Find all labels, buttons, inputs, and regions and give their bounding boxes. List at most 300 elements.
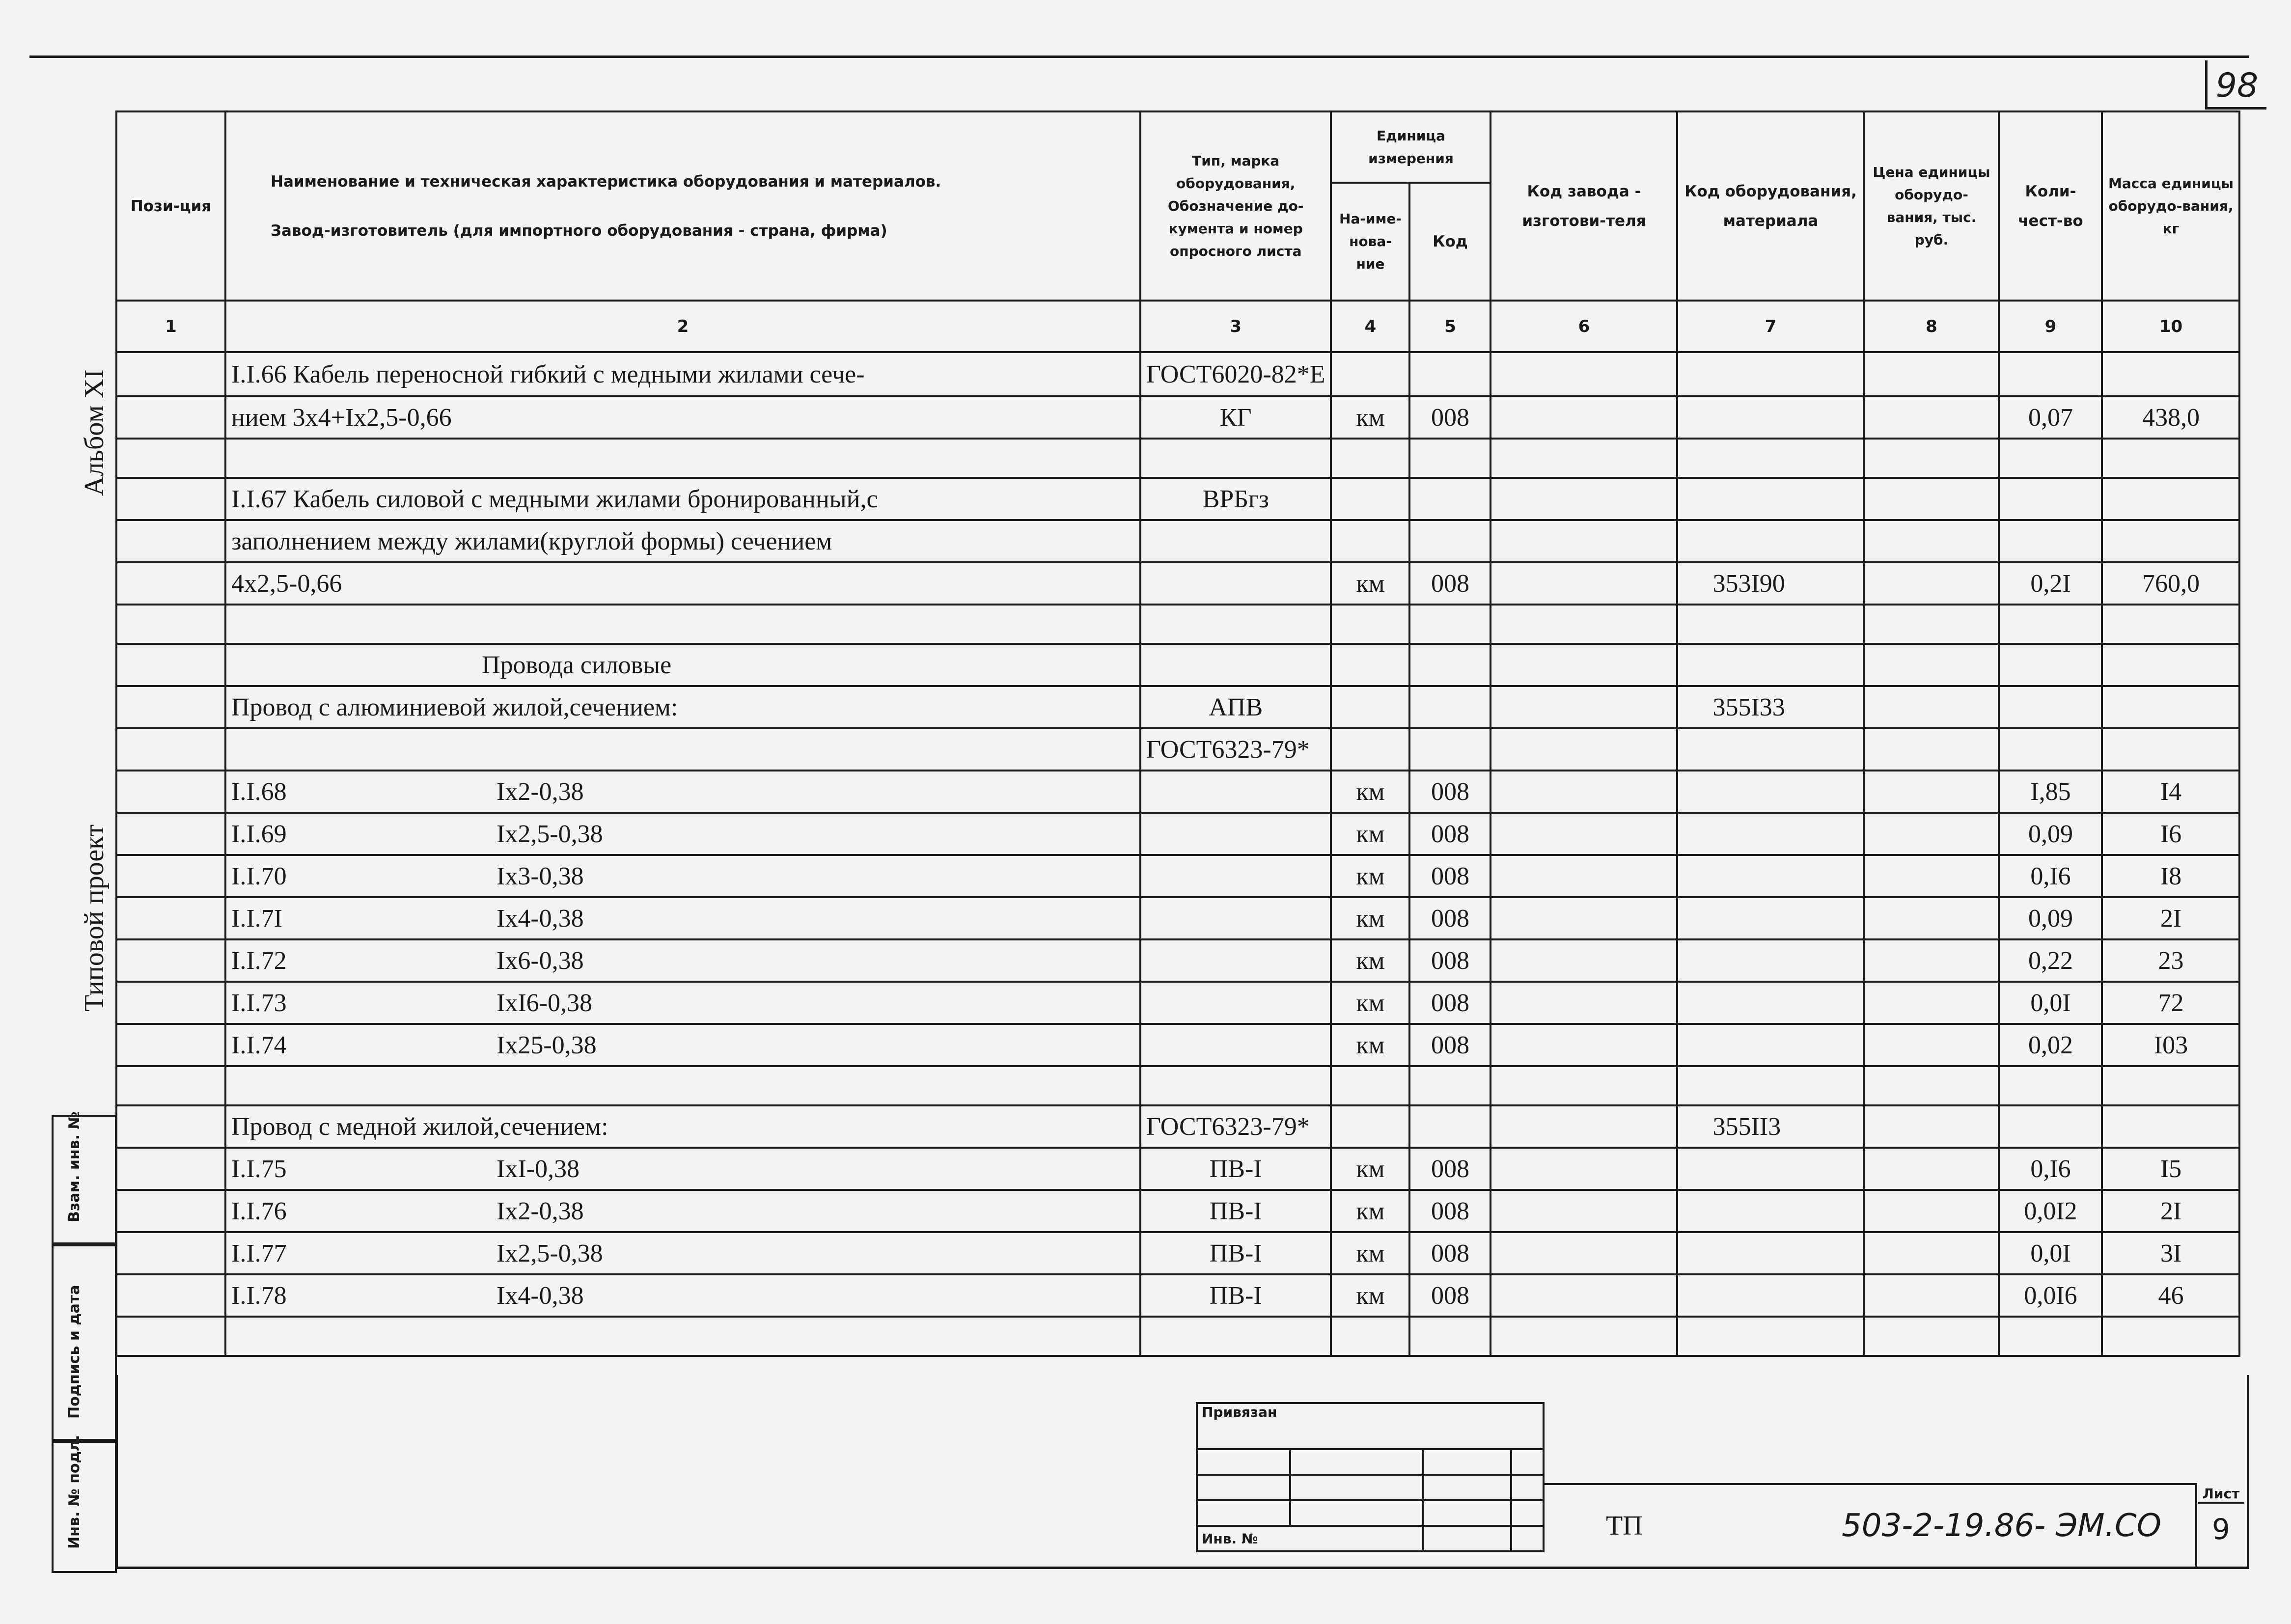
cell-unit: км: [1331, 562, 1409, 605]
cell-price: [1864, 352, 1999, 396]
cell-unit: [1331, 1066, 1409, 1105]
cell-type: ГОСТ6020-82*Е: [1140, 352, 1331, 396]
table-row: [116, 939, 2239, 982]
cell-mass: [2102, 1105, 2239, 1148]
cell-price: [1864, 771, 1999, 813]
row-cross-section: IхI-0,38: [497, 1155, 580, 1183]
cell-pos: [116, 1274, 225, 1317]
cell-pos: [116, 605, 225, 644]
cell-type: [1140, 855, 1331, 897]
table-row: [116, 1024, 2239, 1066]
cell-mass: I4: [2102, 771, 2239, 813]
cell-qty: 0,I6: [1999, 855, 2102, 897]
cell-factory: [1491, 439, 1677, 478]
header-factory-code: Код завода - изготови-теля: [1491, 111, 1677, 301]
table-row: [116, 1066, 2239, 1105]
cell-pos: [116, 771, 225, 813]
cell-pos: [116, 520, 225, 562]
col-number: 7: [1677, 301, 1864, 352]
equipment-spec-table: [115, 110, 2240, 1357]
cell-mat: [1677, 1274, 1864, 1317]
cell-mat: [1677, 478, 1864, 520]
cell-mat: [1677, 771, 1864, 813]
cell-code: 008: [1409, 396, 1491, 439]
cell-qty: [1999, 605, 2102, 644]
table-row: [116, 562, 2239, 605]
cell-code: 008: [1409, 939, 1491, 982]
cell-mass: 46: [2102, 1274, 2239, 1317]
cell-mass: [2102, 1317, 2239, 1356]
cell-type: [1140, 1317, 1331, 1356]
cell-unit: км: [1331, 897, 1409, 939]
cell-price: [1864, 855, 1999, 897]
cell-mass: 3I: [2102, 1232, 2239, 1274]
cell-factory: [1491, 897, 1677, 939]
cell-mass: 72: [2102, 982, 2239, 1024]
inv-no-label: Инв. №: [1197, 1526, 1423, 1551]
cell-type: [1140, 439, 1331, 478]
row-cross-section: Iх2,5-0,38: [497, 820, 603, 848]
cell-mat: [1677, 352, 1864, 396]
cell-price: [1864, 1232, 1999, 1274]
cell-name: 4х2,5-0,66: [225, 562, 1140, 605]
cell-mat: [1677, 1317, 1864, 1356]
cell-mass: [2102, 352, 2239, 396]
table-row: [116, 1148, 2239, 1190]
cell-pos: [116, 644, 225, 686]
cell-code: [1409, 520, 1491, 562]
cell-qty: 0,0I: [1999, 982, 2102, 1024]
cell-name: [225, 1148, 1140, 1190]
cell-price: [1864, 813, 1999, 855]
cell-type: ГОСТ6323-79*: [1140, 1105, 1331, 1148]
col-number: 9: [1999, 301, 2102, 352]
row-cross-section: Iх25-0,38: [497, 1031, 597, 1059]
table-row: [116, 897, 2239, 939]
header-quantity: Коли-чест-во: [1999, 111, 2102, 301]
cell-unit: км: [1331, 1274, 1409, 1317]
cell-type: [1140, 520, 1331, 562]
cell-factory: [1491, 520, 1677, 562]
header-name: [225, 111, 1140, 301]
cell-mat: [1677, 1190, 1864, 1232]
cell-mass: [2102, 439, 2239, 478]
table-row: [116, 520, 2239, 562]
cell-name: [225, 813, 1140, 855]
row-cross-section: Iх4-0,38: [497, 904, 584, 933]
cell-mass: [2102, 644, 2239, 686]
cell-unit: км: [1331, 1190, 1409, 1232]
cell-mat: 355I33: [1677, 686, 1864, 728]
privyazan-label: Привязан: [1197, 1403, 1544, 1449]
cell-type: [1140, 771, 1331, 813]
cell-mat: [1677, 813, 1864, 855]
col-number: 8: [1864, 301, 1999, 352]
cell-mat: [1677, 1232, 1864, 1274]
cell-mat: [1677, 605, 1864, 644]
col-number: 4: [1331, 301, 1409, 352]
cell-pos: [116, 939, 225, 982]
cell-code: [1409, 478, 1491, 520]
cell-unit: км: [1331, 982, 1409, 1024]
row-position-number: I.I.76: [231, 1197, 287, 1225]
cell-pos: [116, 478, 225, 520]
cell-pos: [116, 396, 225, 439]
document-code: 503-2-19.86- ЭМ.СО: [1842, 1508, 2162, 1544]
header-unit: Единица измерения: [1331, 111, 1491, 183]
cell-mass: [2102, 478, 2239, 520]
cell-mat: 353I90: [1677, 562, 1864, 605]
col-number: 5: [1409, 301, 1491, 352]
cell-price: [1864, 562, 1999, 605]
col-number: 6: [1491, 301, 1677, 352]
cell-unit: км: [1331, 939, 1409, 982]
header-material-code: Код оборудования, материала: [1677, 111, 1864, 301]
col-number: 10: [2102, 301, 2239, 352]
cell-unit: км: [1331, 771, 1409, 813]
cell-type: [1140, 1024, 1331, 1066]
side-label-album: Альбом XI: [79, 369, 110, 496]
cell-qty: [1999, 644, 2102, 686]
cell-unit: [1331, 605, 1409, 644]
cell-factory: [1491, 352, 1677, 396]
cell-pos: [116, 562, 225, 605]
cell-name: [225, 939, 1140, 982]
cell-price: [1864, 897, 1999, 939]
header-name-line2: Завод-изготовитель (для импортного оборудования - страна, фирма): [271, 221, 887, 240]
cell-mass: 438,0: [2102, 396, 2239, 439]
cell-price: [1864, 439, 1999, 478]
cell-code: [1409, 352, 1491, 396]
cell-factory: [1491, 728, 1677, 771]
col-number: 3: [1140, 301, 1331, 352]
cell-mat: [1677, 644, 1864, 686]
cell-name: нием 3х4+Iх2,5-0,66: [225, 396, 1140, 439]
cell-qty: [1999, 686, 2102, 728]
cell-price: [1864, 728, 1999, 771]
cell-price: [1864, 1190, 1999, 1232]
cell-qty: I,85: [1999, 771, 2102, 813]
table-row: [116, 1274, 2239, 1317]
cell-mat: [1677, 982, 1864, 1024]
cell-pos: [116, 813, 225, 855]
cell-price: [1864, 1317, 1999, 1356]
cell-mass: [2102, 686, 2239, 728]
cell-mass: I8: [2102, 855, 2239, 897]
cell-code: 008: [1409, 1024, 1491, 1066]
cell-code: [1409, 439, 1491, 478]
cell-mass: 760,0: [2102, 562, 2239, 605]
cell-factory: [1491, 1190, 1677, 1232]
cell-unit: [1331, 644, 1409, 686]
cell-factory: [1491, 1066, 1677, 1105]
cell-unit: [1331, 478, 1409, 520]
row-position-number: I.I.73: [231, 989, 287, 1017]
cell-factory: [1491, 813, 1677, 855]
table-row: [116, 686, 2239, 728]
cell-type: ВРБгз: [1140, 478, 1331, 520]
cell-code: 008: [1409, 813, 1491, 855]
cell-name: [225, 1066, 1140, 1105]
cell-factory: [1491, 1148, 1677, 1190]
cell-price: [1864, 939, 1999, 982]
cell-qty: [1999, 439, 2102, 478]
row-position-number: I.I.68: [231, 777, 287, 806]
cell-pos: [116, 1317, 225, 1356]
cell-unit: км: [1331, 813, 1409, 855]
cell-type: [1140, 813, 1331, 855]
cell-pos: [116, 1066, 225, 1105]
row-position-number: I.I.75: [231, 1155, 287, 1183]
row-position-number: I.I.78: [231, 1281, 287, 1310]
cell-mass: [2102, 728, 2239, 771]
cell-type: [1140, 939, 1331, 982]
cell-factory: [1491, 1232, 1677, 1274]
cell-type: ПВ-I: [1140, 1148, 1331, 1190]
cell-qty: 0,22: [1999, 939, 2102, 982]
stamp-podpis-data: Подпись и дата: [52, 1242, 117, 1443]
cell-type: [1140, 644, 1331, 686]
cell-type: ПВ-I: [1140, 1232, 1331, 1274]
cell-qty: 0,I6: [1999, 1148, 2102, 1190]
cell-unit: км: [1331, 396, 1409, 439]
cell-unit: [1331, 686, 1409, 728]
cell-factory: [1491, 982, 1677, 1024]
table-row: [116, 771, 2239, 813]
cell-mat: [1677, 897, 1864, 939]
cell-unit: км: [1331, 1232, 1409, 1274]
cell-qty: [1999, 1317, 2102, 1356]
cell-type: ПВ-I: [1140, 1190, 1331, 1232]
cell-mass: 2I: [2102, 897, 2239, 939]
row-cross-section: Iх2-0,38: [497, 1197, 584, 1225]
cell-factory: [1491, 686, 1677, 728]
cell-price: [1864, 1066, 1999, 1105]
row-cross-section: Iх2,5-0,38: [497, 1239, 603, 1267]
sheet-number: 9: [2212, 1513, 2230, 1546]
cell-code: [1409, 728, 1491, 771]
cell-price: [1864, 982, 1999, 1024]
cell-type: КГ: [1140, 396, 1331, 439]
cell-name: [225, 1024, 1140, 1066]
cell-pos: [116, 352, 225, 396]
cell-code: [1409, 1066, 1491, 1105]
cell-code: 008: [1409, 1190, 1491, 1232]
table-row: [116, 982, 2239, 1024]
cell-price: [1864, 1148, 1999, 1190]
cell-factory: [1491, 605, 1677, 644]
cell-price: [1864, 605, 1999, 644]
cell-code: 008: [1409, 1148, 1491, 1190]
cell-code: [1409, 1105, 1491, 1148]
row-position-number: I.I.72: [231, 946, 287, 975]
cell-name: [225, 1190, 1140, 1232]
cell-unit: [1331, 520, 1409, 562]
cell-mass: 2I: [2102, 1190, 2239, 1232]
cell-name: [225, 728, 1140, 771]
cell-pos: [116, 897, 225, 939]
cell-qty: 0,07: [1999, 396, 2102, 439]
cell-mass: I6: [2102, 813, 2239, 855]
table-row: [116, 1190, 2239, 1232]
table-row: [116, 1232, 2239, 1274]
cell-name: I.I.66 Кабель переносной гибкий с медными жилами сече-: [225, 352, 1140, 396]
page-number: 98: [2215, 66, 2259, 105]
row-cross-section: IхI6-0,38: [497, 989, 592, 1017]
row-cross-section: Iх3-0,38: [497, 862, 584, 890]
cell-name: [225, 771, 1140, 813]
cell-name: [225, 982, 1140, 1024]
cell-factory: [1491, 939, 1677, 982]
cell-qty: 0,02: [1999, 1024, 2102, 1066]
cell-qty: 0,2I: [1999, 562, 2102, 605]
cell-code: 008: [1409, 562, 1491, 605]
cell-type: АПВ: [1140, 686, 1331, 728]
cell-qty: [1999, 1066, 2102, 1105]
cell-qty: 0,09: [1999, 813, 2102, 855]
cell-pos: [116, 1024, 225, 1066]
table-row: [116, 855, 2239, 897]
cell-type: [1140, 605, 1331, 644]
side-label-project: Типовой проект: [79, 824, 110, 1012]
table-row: [116, 728, 2239, 771]
cell-mass: I03: [2102, 1024, 2239, 1066]
cell-type: [1140, 982, 1331, 1024]
header-type: Тип, марка оборудования, Обозначение до-кумента и номер опросного листа: [1140, 111, 1331, 301]
table-row: [116, 352, 2239, 396]
row-position-number: I.I.70: [231, 862, 287, 890]
cell-mat: [1677, 939, 1864, 982]
cell-mat: [1677, 1148, 1864, 1190]
cell-mat: [1677, 520, 1864, 562]
cell-code: 008: [1409, 982, 1491, 1024]
cell-factory: [1491, 1024, 1677, 1066]
header-unit-name: На-име-нова-ние: [1331, 183, 1409, 301]
cell-unit: км: [1331, 855, 1409, 897]
cell-type: [1140, 897, 1331, 939]
cell-code: 008: [1409, 897, 1491, 939]
table-row: [116, 605, 2239, 644]
cell-mat: [1677, 855, 1864, 897]
cell-name: заполнением между жилами(круглой формы) сечением: [225, 520, 1140, 562]
top-rule: [29, 55, 2249, 58]
cell-mat: [1677, 396, 1864, 439]
cell-pos: [116, 1232, 225, 1274]
cell-pos: [116, 728, 225, 771]
cell-price: [1864, 520, 1999, 562]
cell-price: [1864, 686, 1999, 728]
table-row: [116, 644, 2239, 686]
cell-name: [225, 1317, 1140, 1356]
table-row: [116, 478, 2239, 520]
cell-qty: 0,09: [1999, 897, 2102, 939]
cell-factory: [1491, 478, 1677, 520]
cell-name: Провода силовые: [225, 644, 1140, 686]
header-price: Цена единицы оборудо-вания, тыс. руб.: [1864, 111, 1999, 301]
cell-factory: [1491, 1105, 1677, 1148]
cell-qty: [1999, 520, 2102, 562]
cell-type: ГОСТ6323-79*: [1140, 728, 1331, 771]
cell-pos: [116, 686, 225, 728]
cell-name: [225, 439, 1140, 478]
col-number: 2: [225, 301, 1140, 352]
cell-qty: 0,0I: [1999, 1232, 2102, 1274]
table-row: [116, 813, 2239, 855]
cell-factory: [1491, 1274, 1677, 1317]
cell-factory: [1491, 1317, 1677, 1356]
row-position-number: I.I.74: [231, 1031, 287, 1059]
cell-mat: [1677, 1066, 1864, 1105]
cell-qty: [1999, 1105, 2102, 1148]
stamp-vzam-inv: Взам. инв. №: [52, 1115, 117, 1246]
cell-price: [1864, 396, 1999, 439]
cell-type: [1140, 1066, 1331, 1105]
cell-pos: [116, 439, 225, 478]
cell-price: [1864, 1274, 1999, 1317]
cell-name: [225, 897, 1140, 939]
cell-pos: [116, 1105, 225, 1148]
header-position: Пози-ция: [116, 111, 225, 301]
row-cross-section: Iх6-0,38: [497, 946, 584, 975]
cell-qty: [1999, 352, 2102, 396]
table-row: [116, 439, 2239, 478]
cell-mat: [1677, 1024, 1864, 1066]
cell-factory: [1491, 562, 1677, 605]
cell-qty: 0,0I6: [1999, 1274, 2102, 1317]
cell-mass: [2102, 520, 2239, 562]
cell-code: [1409, 644, 1491, 686]
cell-qty: [1999, 478, 2102, 520]
cell-price: [1864, 1024, 1999, 1066]
cell-price: [1864, 478, 1999, 520]
cell-type: [1140, 562, 1331, 605]
table-row: [116, 1105, 2239, 1148]
cell-mat: 355II3: [1677, 1105, 1864, 1148]
cell-name: [225, 1232, 1140, 1274]
cell-unit: км: [1331, 1024, 1409, 1066]
cell-name: [225, 605, 1140, 644]
col-number: 1: [116, 301, 225, 352]
cell-pos: [116, 1148, 225, 1190]
cell-mass: [2102, 605, 2239, 644]
cell-code: 008: [1409, 1232, 1491, 1274]
header-name-line1: Наименование и техническая характеристика оборудования и материалов.: [271, 172, 941, 191]
row-cross-section: Iх2-0,38: [497, 777, 584, 806]
cell-unit: [1331, 728, 1409, 771]
cell-code: [1409, 1317, 1491, 1356]
title-tp: ТП: [1606, 1511, 1643, 1541]
cell-code: 008: [1409, 855, 1491, 897]
stamp-inv-podl: Инв. № подл.: [52, 1439, 117, 1573]
cell-unit: [1331, 1105, 1409, 1148]
cell-pos: [116, 1190, 225, 1232]
cell-unit: км: [1331, 1148, 1409, 1190]
header-unit-code: Код: [1409, 183, 1491, 301]
cell-code: [1409, 605, 1491, 644]
cell-price: [1864, 1105, 1999, 1148]
cell-code: [1409, 686, 1491, 728]
cell-pos: [116, 982, 225, 1024]
cell-pos: [116, 855, 225, 897]
cell-name: Провод с алюминиевой жилой,сечением:: [225, 686, 1140, 728]
cell-name: [225, 855, 1140, 897]
cell-mat: [1677, 728, 1864, 771]
cell-qty: 0,0I2: [1999, 1190, 2102, 1232]
cell-factory: [1491, 855, 1677, 897]
cell-mass: 23: [2102, 939, 2239, 982]
cell-type: ПВ-I: [1140, 1274, 1331, 1317]
cell-name: [225, 1274, 1140, 1317]
